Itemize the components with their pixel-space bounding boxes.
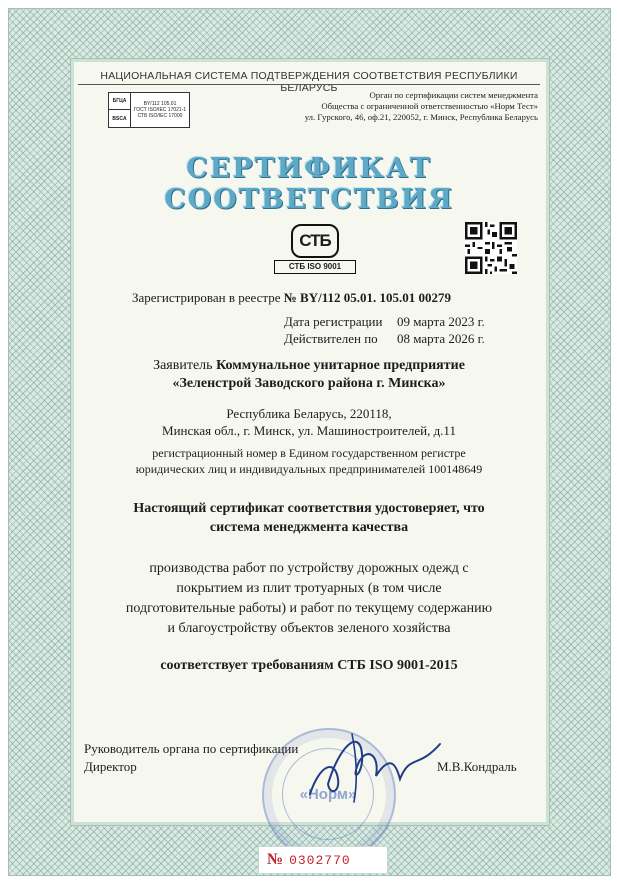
registration-date-label: Дата регистрации — [284, 314, 383, 329]
logo-cell-top: БГЦА — [109, 93, 131, 110]
applicant-reg-2: юридических лиц и индивидуальных предпринимателей 100148649 — [135, 462, 483, 476]
org-line: Орган по сертификации систем менеджмента — [369, 90, 538, 100]
registry-number: № BY/112 05.01. 105.01 00279 — [283, 290, 452, 305]
org-line: Общества с ограниченной ответственностью «Норм Тест» — [321, 101, 538, 111]
accreditation-logo — [108, 92, 190, 128]
applicant-name: Коммунальное унитарное предприятие — [216, 358, 465, 373]
scope-line: покрытием из плит тротуарных (в том числе — [176, 581, 442, 596]
serial-number-strip — [258, 846, 388, 874]
signatory-role-1: Руководитель органа по сертификации — [84, 741, 299, 756]
logo-line: BY/112 105.01 — [143, 101, 177, 107]
registration-date-row — [284, 314, 534, 330]
scope-line: подготовительные работы) и работ по текущему содержанию — [125, 601, 493, 616]
signature-icon — [300, 724, 450, 804]
stb-caption: СТБ ISO 9001 — [274, 260, 356, 274]
applicant-line-1 — [78, 357, 540, 375]
serial-number: 0302770 — [289, 852, 351, 868]
logo-line: СТБ ISO/IEC 17000 — [137, 113, 183, 119]
validity-row — [284, 331, 534, 347]
national-system-header: НАЦИОНАЛЬНАЯ СИСТЕМА ПОДТВЕРЖДЕНИЯ СООТВЕТСТВИЯ РЕСПУБЛИКИ БЕЛАРУСЬ — [100, 70, 518, 94]
certificate-title: СЕРТИФИКАТ СООТВЕТСТВИЯ — [164, 153, 454, 215]
registry-line — [132, 290, 451, 306]
statement-line-2: система менеджмента качества — [209, 520, 409, 535]
registration-date: 09 марта 2023 г. — [397, 314, 485, 329]
applicant-address-2: Минская обл., г. Минск, ул. Машиностроителей, д.11 — [162, 423, 456, 438]
signatory-name: М.В.Кондраль — [437, 759, 517, 774]
applicant-name-2: «Зеленстрой Заводского района г. Минска» — [172, 376, 446, 391]
validity-date: 08 марта 2026 г. — [397, 331, 485, 346]
conformity-statement: соответствует требованиям СТБ ISO 9001-2015 — [160, 658, 458, 673]
applicant-reg-1: регистрационный номер в Едином государственном регистре — [152, 446, 466, 460]
registry-label: Зарегистрирован в реестре — [132, 290, 281, 305]
logo-text-block — [131, 93, 189, 127]
org-line: ул. Гурского, 46, оф.21, 220052, г. Минск, Республика Беларусь — [304, 112, 538, 122]
logo-cell-bottom: BSCA — [109, 110, 131, 127]
signatory-role-2: Директор — [84, 759, 137, 774]
validity-label: Действителен по — [284, 331, 378, 346]
certification-body-info — [230, 90, 538, 123]
header-divider — [78, 84, 540, 85]
scope-line: производства работ по устройству дорожных одежд с — [149, 561, 469, 576]
serial-label: № — [267, 851, 284, 868]
stb-sign-icon: СТБ — [291, 224, 339, 258]
logo-line: ГОСТ ISO/IEC 17021-1 — [133, 107, 187, 113]
conformity-mark — [274, 224, 354, 274]
applicant-address-1: Республика Беларусь, 220118, — [226, 406, 392, 421]
qr-code-icon — [465, 222, 517, 274]
applicant-label: Заявитель — [153, 358, 213, 373]
stamp-center: «Норм» — [282, 748, 374, 840]
scope-line: и благоустройству объектов зеленого хозяйства — [167, 621, 451, 636]
statement-line-1: Настоящий сертификат соответствия удостоверяет, что — [133, 501, 485, 516]
